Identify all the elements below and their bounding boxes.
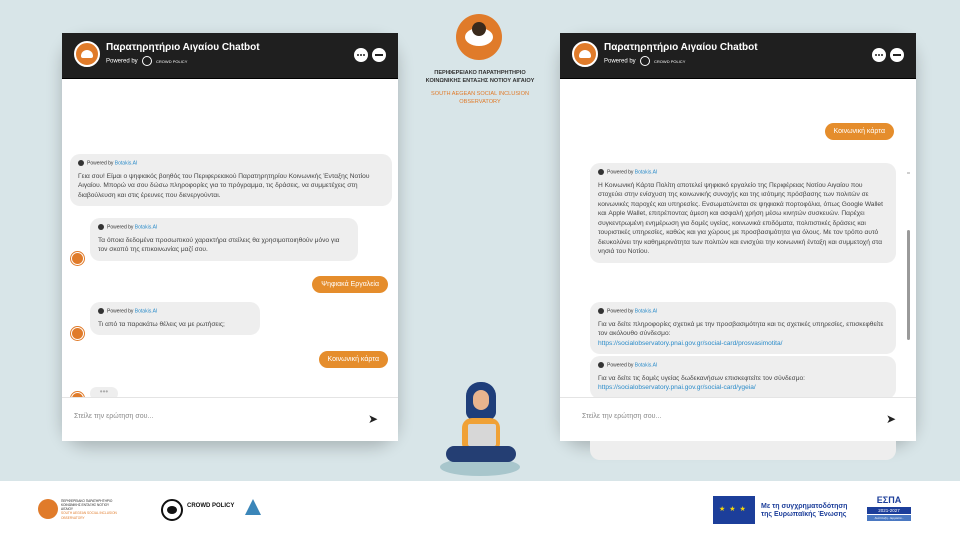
dot-icon [360, 54, 362, 56]
bot-message [590, 163, 896, 263]
bot-avatar-icon [71, 327, 84, 340]
powered-by [604, 56, 685, 66]
dot-icon [357, 54, 359, 56]
powered-label: Powered by [604, 58, 636, 65]
menu-button[interactable] [872, 48, 886, 62]
botakis-link[interactable]: Botakis.AI [634, 169, 658, 176]
observatory-english: SOUTH AEGEAN SOCIAL INCLUSION OBSERVATORY [61, 511, 117, 520]
org-name-greek: ΠΕΡΙΦΕΡΕΙΑΚΟ ΠΑΡΑΤΗΡΗΤΗΡΙΟ ΚΟΙΝΩΝΙΚΗΣ ΕΝΤΑΞΗΣ ΝΟΤΙΟΥ ΑΙΓΑΙΟΥ [425, 70, 535, 84]
eu-text-line1: Με τη συγχρηματοδότηση [761, 503, 848, 510]
dot-icon [878, 54, 880, 56]
info-icon [98, 224, 104, 230]
powered-brand: CROWD POLICY [654, 58, 686, 64]
chatbot-window-left [62, 33, 398, 441]
message-text: Γεια σου! Είμαι ο ψηφιακός βοηθός του Περιφερειακού Παρατηρητηρίου Κοινωνικής Ένταξης Νοτίου Αιγαίου. Μπορώ να σου δώσω πληροφορίες για το πρόγραμμα, τις δράσεις, να συμμετέχεις στη διαβούλευση και στις έρευνες που διενεργούνται. [78, 172, 370, 199]
input-bar [62, 397, 398, 441]
powered-by-line [98, 308, 252, 316]
observatory-logo [456, 14, 502, 60]
typing-indicator: ••• [90, 387, 118, 400]
eu-flag-icon [713, 496, 755, 524]
observatory-logo-small [38, 499, 58, 519]
chat-title: Παρατηρητήριο Αιγαίου Chatbot [604, 42, 758, 53]
chatbot-avatar-icon [74, 41, 100, 67]
chat-title: Παρατηρητήριο Αιγαίου Chatbot [106, 42, 260, 53]
message-input[interactable]: Στείλε την ερώτηση σου... [74, 413, 154, 420]
info-icon [78, 160, 84, 166]
chat-body[interactable] [62, 80, 398, 397]
input-bar [560, 397, 916, 441]
scrollbar-thumb[interactable] [907, 230, 910, 340]
region-logo [240, 497, 266, 523]
powered-by-line [598, 308, 888, 316]
chat-header [560, 33, 916, 79]
info-icon [598, 362, 604, 368]
eu-cofunding-text [761, 503, 847, 520]
bot-message [90, 218, 358, 261]
message-text: Τι από τα παρακάτω θέλεις να με ρωτήσεις; [98, 320, 225, 328]
info-icon [98, 308, 104, 314]
powered-label: Powered by [607, 169, 634, 176]
user-message: Κοινωνική κάρτα [319, 351, 388, 368]
crowd-policy-logo-icon [161, 499, 183, 521]
powered-by [106, 56, 187, 66]
botakis-link[interactable]: Botakis.AI [634, 362, 658, 369]
menu-button[interactable] [354, 48, 368, 62]
observatory-greek: ΠΕΡΙΦΕΡΕΙΑΚΟ ΠΑΡΑΤΗΡΗΤΗΡΙΟ ΚΟΙΝΩΝΙΚΗΣ ΕΝΤΑΞΗΣ ΝΟΤΙΟΥ ΑΙΓΑΙΟΥ [61, 499, 113, 512]
crowd-policy-icon [640, 56, 650, 66]
bot-message [590, 302, 896, 354]
chat-header [62, 33, 398, 79]
dot-icon [875, 54, 877, 56]
info-icon [598, 308, 604, 314]
chat-body[interactable] [560, 80, 916, 397]
crowd-policy-icon [142, 56, 152, 66]
send-icon[interactable]: ➤ [367, 412, 378, 426]
botakis-link[interactable]: Botakis.AI [134, 308, 158, 315]
laptop-icon [468, 424, 496, 446]
minimize-button[interactable] [372, 48, 386, 62]
espa-logo [867, 496, 911, 524]
health-link[interactable]: https://socialobservatory.pnai.gov.gr/social-card/ygeia/ [598, 384, 756, 392]
dot-icon [363, 54, 365, 56]
espa-subtitle: Ανάπτυξη - Εργασία - Αλληλεγγύη [867, 515, 911, 521]
powered-label: Powered by [607, 308, 634, 315]
powered-by-line [598, 362, 888, 370]
bot-message [70, 154, 392, 206]
message-text: Τα όποια δεδομένα προσωπικού χαρακτήρα στείλεις θα χρησιμοποιηθούν μόνο για τον σκοπό της επικοινωνίας μαζί σου. [98, 236, 340, 254]
powered-by-line [98, 224, 350, 232]
minimize-button[interactable] [890, 48, 904, 62]
message-input[interactable]: Στείλε την ερώτηση σου... [582, 413, 662, 420]
powered-by-line [598, 169, 888, 177]
powered-label: Powered by [107, 308, 134, 315]
woman-with-laptop-illustration [430, 380, 530, 480]
chatbot-window-right [560, 33, 916, 441]
powered-by-line [78, 160, 384, 168]
bot-message [590, 356, 896, 399]
info-icon [598, 169, 604, 175]
chatbot-avatar-icon [572, 41, 598, 67]
org-name-english: SOUTH AEGEAN SOCIAL INCLUSION OBSERVATORY [430, 91, 530, 105]
eu-text-line2: της Ευρωπαϊκής Ένωσης [761, 511, 847, 519]
user-message: Κοινωνική κάρτα [825, 123, 894, 140]
observatory-footer-text [61, 499, 121, 520]
scrollbar-track [907, 172, 910, 174]
powered-label: Powered by [87, 160, 114, 167]
crowd-policy-text: CROWD POLICY [187, 503, 235, 509]
send-icon[interactable]: ➤ [885, 412, 896, 426]
accessibility-link[interactable]: https://socialobservatory.pnai.gov.gr/social-card/prosvasimotita/ [598, 339, 783, 347]
user-message: Ψηφιακά Εργαλεία [312, 276, 388, 293]
botakis-link[interactable]: Botakis.AI [114, 160, 138, 167]
legs [446, 446, 516, 462]
botakis-link[interactable]: Botakis.AI [134, 224, 158, 231]
bot-avatar-icon [71, 252, 84, 265]
espa-title: ΕΣΠΑ [876, 495, 902, 505]
espa-years: 2021-2027 [867, 507, 911, 514]
dot-icon [881, 54, 883, 56]
message-text: Για να δείτε τις δομές υγείας δωδεκανήσων επισκεφτείτε τον σύνδεσμο: [598, 374, 805, 382]
bot-message [90, 302, 260, 335]
powered-brand: CROWD POLICY [156, 58, 188, 64]
botakis-link[interactable]: Botakis.AI [634, 308, 658, 315]
sail-icon [245, 499, 261, 515]
powered-label: Powered by [607, 362, 634, 369]
message-text: Η Κοινωνική Κάρτα Πολίτη αποτελεί ψηφιακό εργαλείο της Περιφέρειας Νοτίου Αιγαίου που στοχεύει στην ενίσχυση της κοινωνικής συνοχής και της ισότιμης πρόσβασης των πολιτών σε κοινωνικές παροχές και υπηρεσίες. Ενσωματώνεται σε ψηφιακά πορτοφόλια, όπως Google Wallet και Apple Wallet, επιτρέποντας άμεση και ασφαλή χρήση μέσω κινητών συσκευών. Παρέχει συγκεντρωμένη ενημέρωση για δομές υγείας, κοινωνικά επιδόματα, πολιτιστικές δράσεις και τουριστικές υπηρεσίες, καθώς και για χώρους με προσβασιμότητα για όλους. Με τον τρόπο αυτό διευκολύνει την καθημερινότητα των πολιτών και ενισχύει την κοινωνική ένταξη και συμμετοχή στα νησιά του Νοτίου. [598, 181, 883, 256]
powered-label: Powered by [107, 224, 134, 231]
face [473, 390, 489, 410]
message-text: Για να δείτε πληροφορίες σχετικά με την προσβασιμότητα και τις σχετικές υπηρεσίες, επισκεφθείτε τον ακόλουθο σύνδεσμο: [598, 320, 884, 338]
powered-label: Powered by [106, 58, 138, 65]
